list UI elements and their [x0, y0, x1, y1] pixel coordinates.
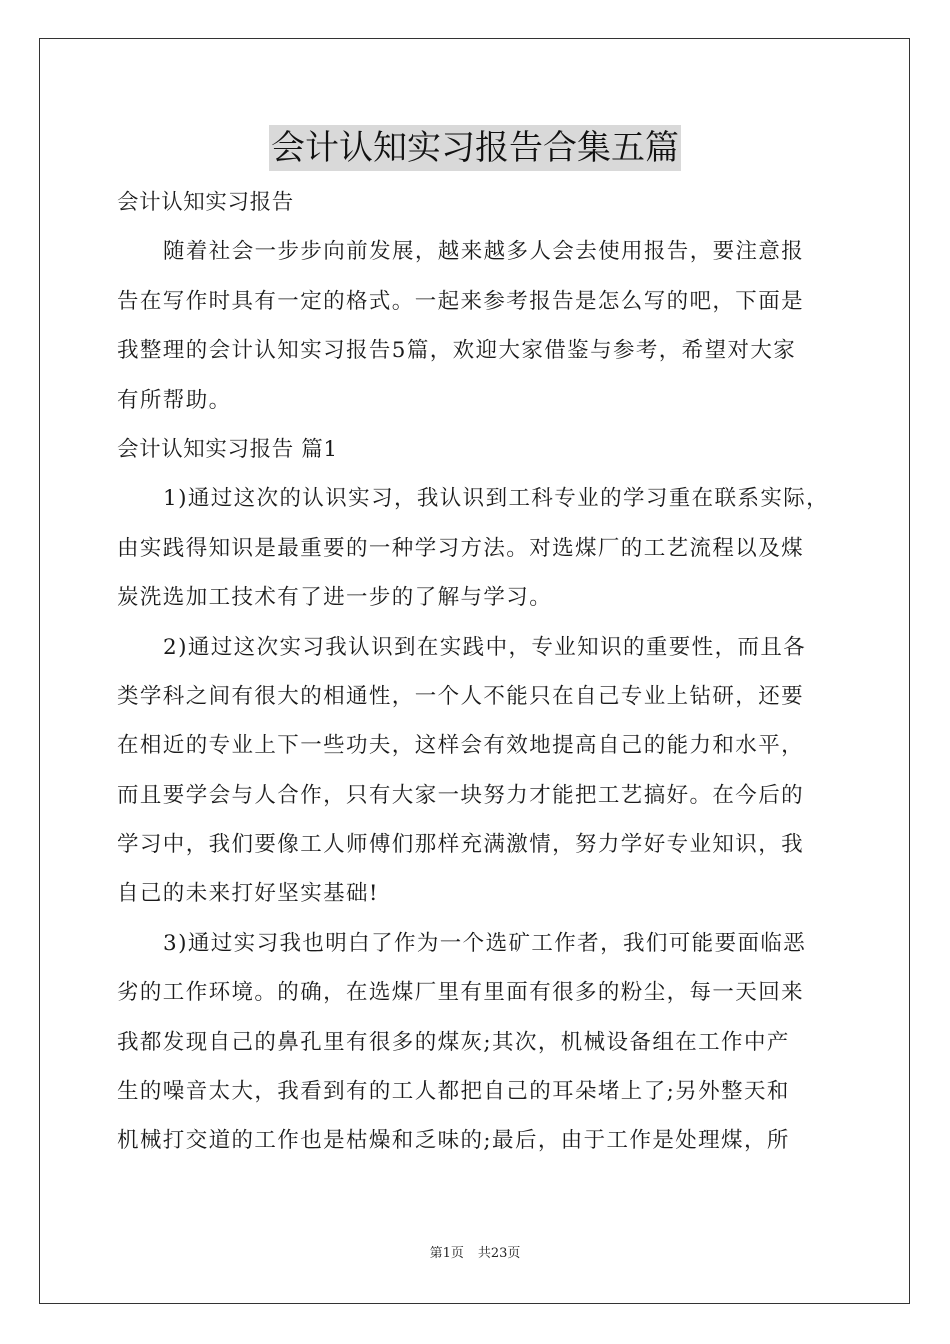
paragraph-line: 类学科之间有很大的相通性，一个人不能只在自己专业上钻研，还要: [117, 683, 805, 709]
paragraph-line: 机械打交道的工作也是枯燥和乏味的;最后，由于工作是处理煤，所: [117, 1128, 790, 1154]
paragraph-line: 3)通过实习我也明白了作为一个选矿工作者，我们可能要面临恶: [163, 930, 807, 956]
title-block: [0, 125, 950, 171]
paragraph-line: 炭洗选加工技术有了进一步的了解与学习。: [117, 585, 553, 611]
paragraph-line: 劣的工作环境。的确，在选煤厂里有里面有很多的粉尘，每一天回来: [117, 980, 805, 1006]
paragraph-line: 告在写作时具有一定的格式。一起来参考报告是怎么写的吧，下面是: [117, 288, 805, 314]
paragraph-line: 有所帮助。: [117, 387, 232, 413]
paragraph-line: 2)通过这次实习我认识到在实践中，专业知识的重要性，而且各: [163, 634, 807, 660]
paragraph-line: 生的噪音太大，我看到有的工人都把自己的耳朵堵上了;另外整天和: [117, 1079, 790, 1105]
paragraph-line: 在相近的专业上下一些功夫，这样会有效地提高自己的能力和水平，: [117, 733, 805, 759]
page-footer: [0, 1245, 950, 1263]
section-heading: 会计认知实习报告 篇1: [117, 436, 338, 462]
paragraph-line: 随着社会一步步向前发展，越来越多人会去使用报告，要注意报: [163, 239, 805, 265]
paragraph-line: 我都发现自己的鼻孔里有很多的煤灰;其次，机械设备组在工作中产: [117, 1029, 790, 1055]
paragraph-line: 而且要学会与人合作，只有大家一块努力才能把工艺搞好。在今后的: [117, 782, 805, 808]
paragraph-line: 自己的未来打好坚实基础!: [117, 881, 379, 907]
paragraph-line: 学习中，我们要像工人师傅们那样充满激情，努力学好专业知识，我: [117, 832, 805, 858]
paragraph-line: 1)通过这次的认识实习，我认识到工科专业的学习重在联系实际，: [163, 486, 830, 512]
document-title: 会计认知实习报告合集五篇: [269, 125, 681, 171]
paragraph-line: 由实践得知识是最重要的一种学习方法。对选煤厂的工艺流程以及煤: [117, 535, 805, 561]
section-heading: 会计认知实习报告: [117, 190, 294, 215]
page-total: 共23页: [477, 1246, 521, 1261]
document-body: [117, 178, 837, 1166]
paragraph-line: 我整理的会计认知实习报告5篇，欢迎大家借鉴与参考，希望对大家: [117, 338, 797, 364]
page-number: 第1页: [429, 1246, 464, 1261]
